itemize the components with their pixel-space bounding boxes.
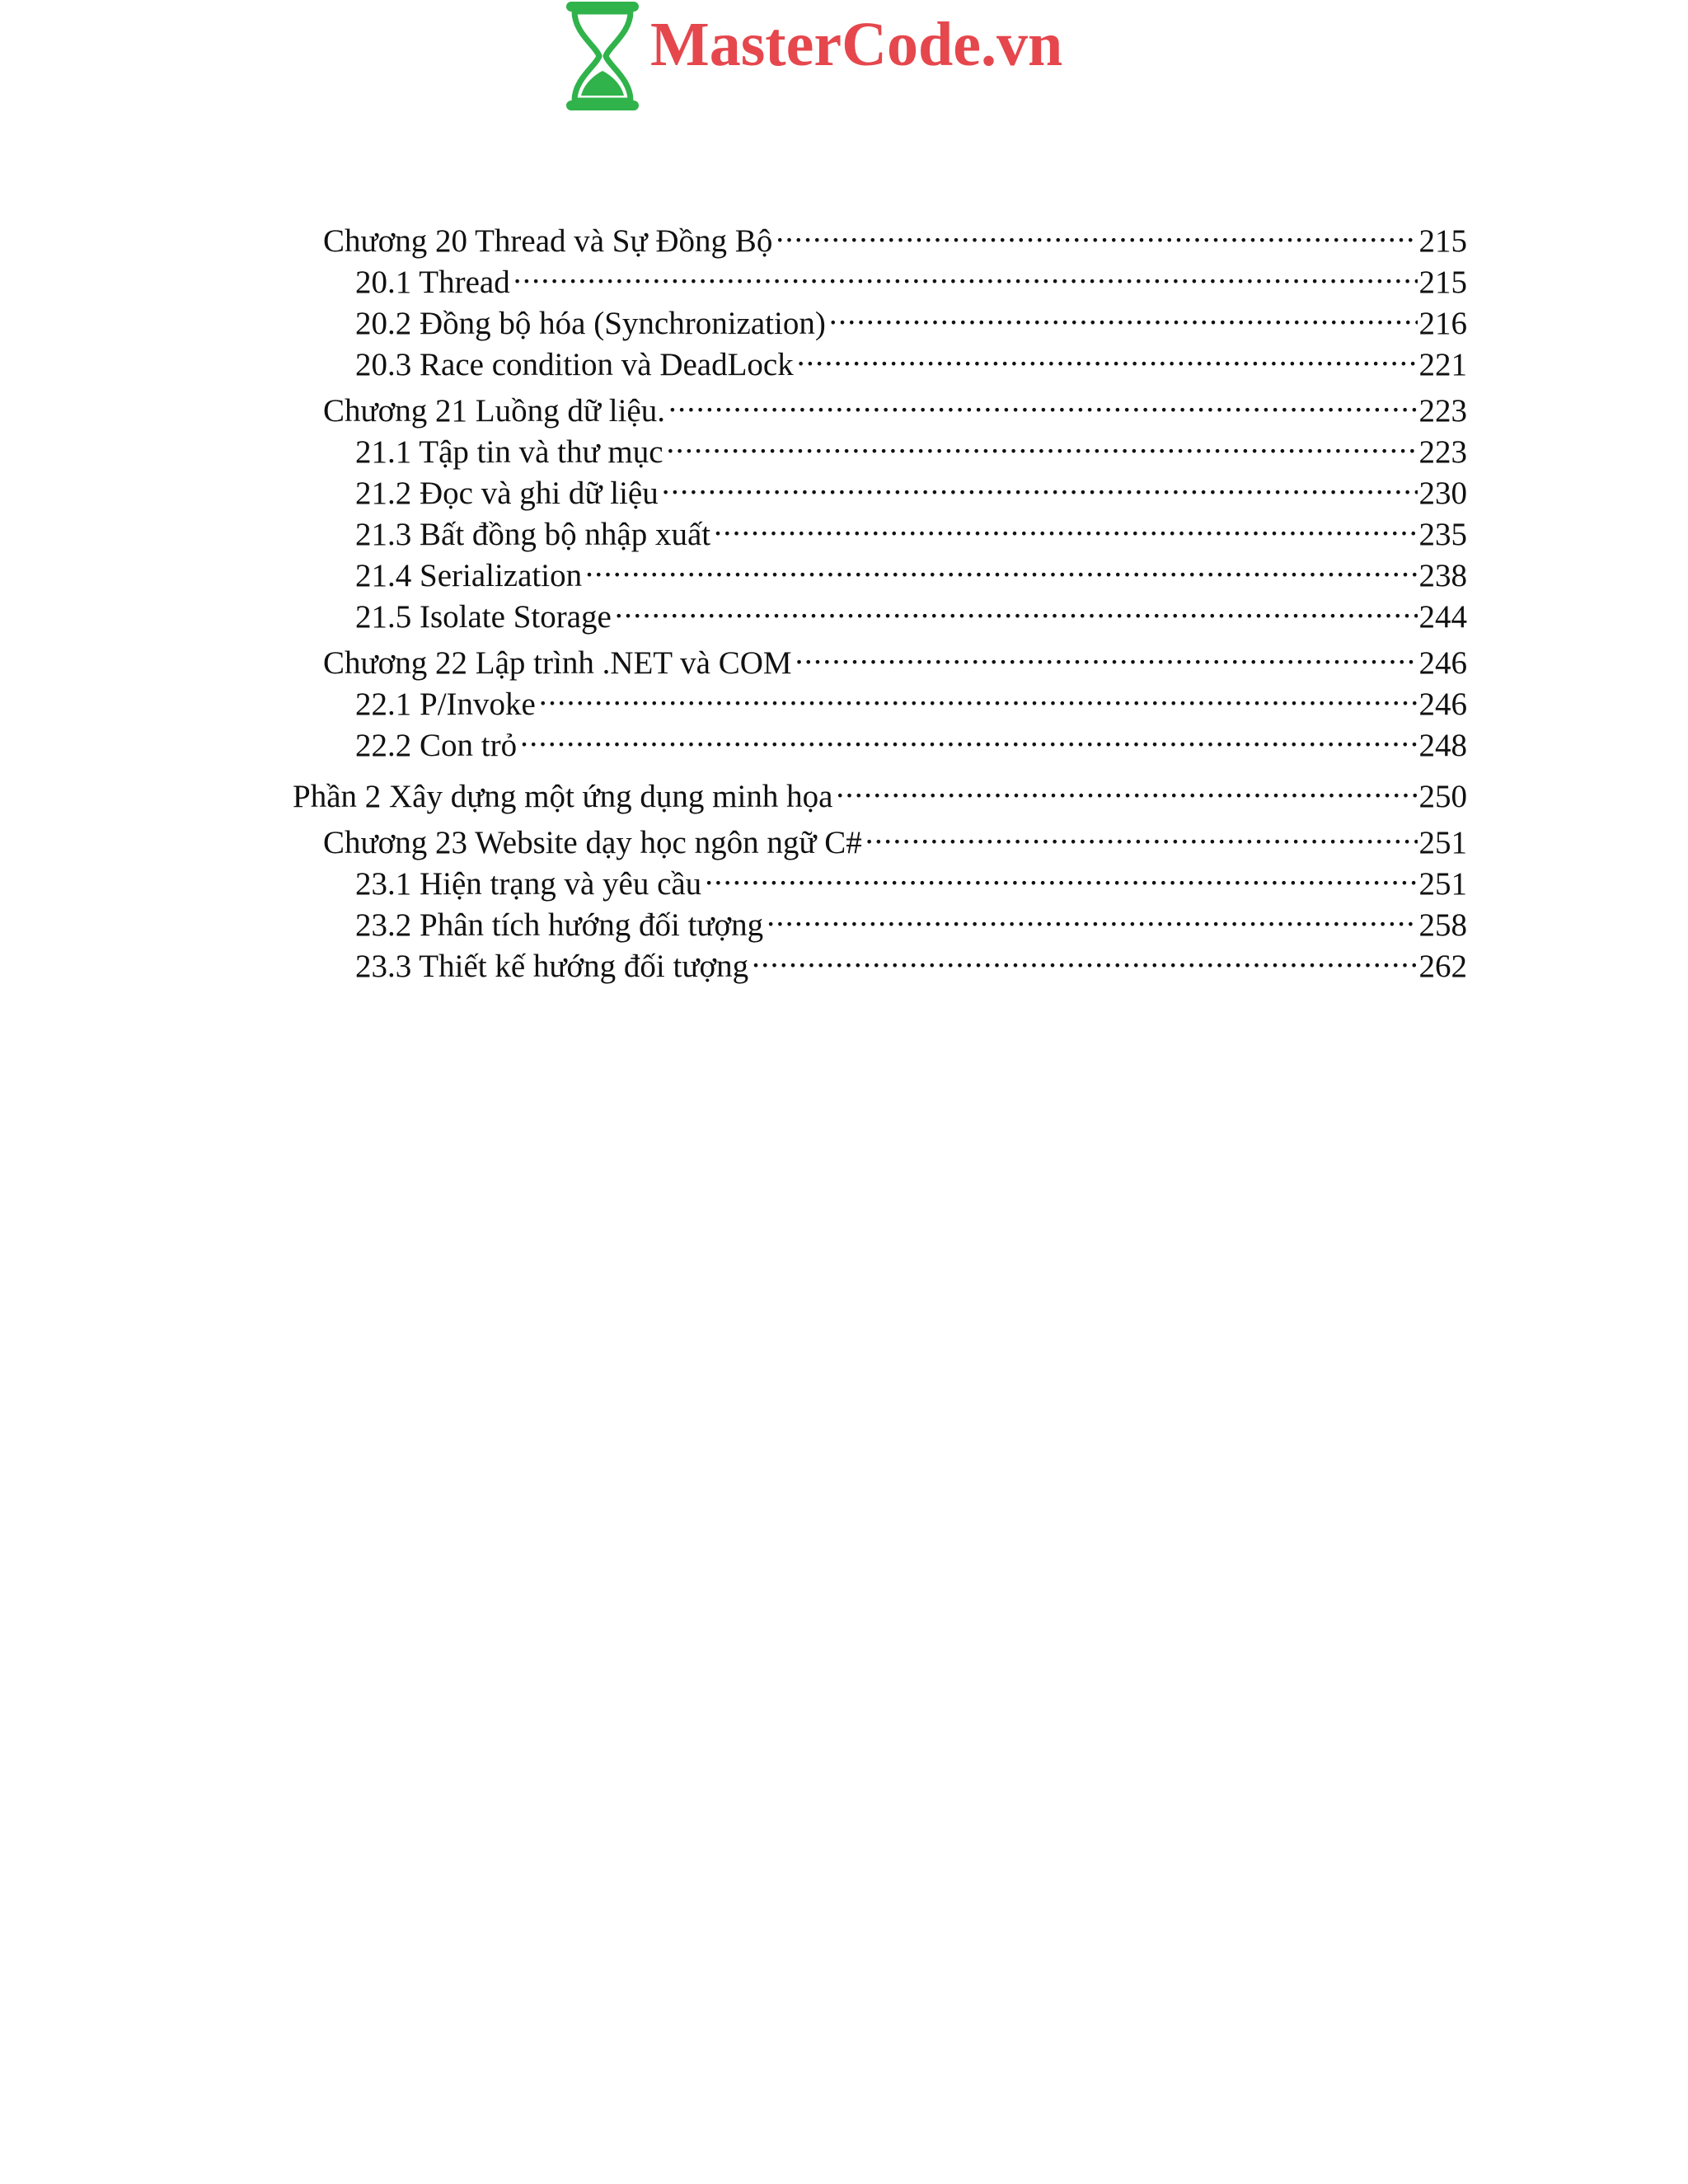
toc-entry[interactable] (355, 903, 1467, 941)
toc-entry-title: Phần 2 Xây dựng một ứng dụng minh họa (293, 779, 833, 814)
toc-entry-title: 23.2 Phân tích hướng đối tượng (355, 907, 764, 943)
toc-entry[interactable] (355, 513, 1467, 551)
toc-entry-title: Chương 21 Luồng dữ liệu. (323, 393, 665, 429)
toc-entry-page-number: 258 (1418, 907, 1467, 943)
toc-entry-page-number: 246 (1418, 645, 1467, 681)
toc-entry[interactable] (355, 862, 1467, 900)
toc-entry-page-number: 223 (1418, 393, 1467, 429)
toc-dot-leader (797, 343, 1418, 375)
logo-text: MasterCode.vn (650, 10, 1063, 79)
toc-entry[interactable] (355, 343, 1467, 381)
toc-entry-page-number: 251 (1418, 825, 1467, 860)
toc-dot-leader (829, 302, 1418, 334)
toc-entry-title: 21.1 Tập tin và thư mục (355, 434, 663, 470)
toc-dot-leader (668, 389, 1418, 421)
toc-entry-title: 23.1 Hiện trạng và yêu cầu (355, 866, 702, 902)
toc-dot-leader (667, 430, 1418, 462)
toc-entry-page-number: 248 (1418, 728, 1467, 763)
toc-entry-title: 20.3 Race condition và DeadLock (355, 347, 794, 382)
toc-entry-title: 21.4 Serialization (355, 558, 583, 593)
toc-entry[interactable] (323, 641, 1467, 679)
toc-entry-title: 21.3 Bất đồng bộ nhập xuất (355, 517, 711, 552)
toc-entry-page-number: 244 (1418, 599, 1467, 635)
toc-entry[interactable] (323, 389, 1467, 427)
toc-entry[interactable] (355, 944, 1467, 982)
toc-dot-leader (752, 944, 1417, 977)
toc-entry-title: 21.5 Isolate Storage (355, 599, 612, 635)
toc-dot-leader (520, 724, 1417, 756)
toc-dot-leader (539, 682, 1418, 715)
toc-entry-title: Chương 23 Website dạy học ngôn ngữ C# (323, 825, 862, 860)
toc-entry[interactable] (355, 595, 1467, 633)
toc-entry-page-number: 235 (1418, 517, 1467, 552)
toc-entry[interactable] (355, 724, 1467, 762)
toc-dot-leader (776, 219, 1417, 251)
toc-entry-page-number: 250 (1418, 779, 1467, 814)
toc-entry-title: Chương 22 Lập trình .NET và COM (323, 645, 792, 681)
toc-entry[interactable] (355, 260, 1467, 298)
toc-entry[interactable] (323, 219, 1467, 257)
toc-entry-page-number: 215 (1418, 223, 1467, 259)
toc-entry-title: 23.3 Thiết kế hướng đối tượng (355, 949, 749, 984)
toc-entry-title: 20.1 Thread (355, 265, 510, 300)
toc-entry[interactable] (355, 554, 1467, 592)
toc-entry-page-number: 262 (1418, 949, 1467, 984)
toc-dot-leader (767, 903, 1417, 935)
toc-entry-page-number: 251 (1418, 866, 1467, 902)
toc-dot-leader (615, 595, 1418, 627)
toc-entry-page-number: 216 (1418, 306, 1467, 341)
toc-entry-page-number: 230 (1418, 476, 1467, 511)
toc-entry-title: 21.2 Đọc và ghi dữ liệu (355, 476, 659, 511)
toc-entry-page-number: 246 (1418, 687, 1467, 722)
toc-entry[interactable] (323, 821, 1467, 859)
toc-dot-leader (795, 641, 1418, 673)
toc-entry-title: 22.2 Con trỏ (355, 728, 518, 763)
toc-dot-leader (865, 821, 1418, 853)
toc-entry[interactable] (355, 430, 1467, 468)
toc-entry-page-number: 223 (1418, 434, 1467, 470)
toc-dot-leader (714, 513, 1417, 545)
toc-entry[interactable] (355, 471, 1467, 509)
toc-dot-leader (662, 471, 1418, 504)
toc-entry[interactable] (355, 682, 1467, 720)
toc-entry-page-number: 238 (1418, 558, 1467, 593)
toc-dot-leader (585, 554, 1417, 586)
toc-entry-page-number: 221 (1418, 347, 1467, 382)
toc-entry-title: 20.2 Đồng bộ hóa (Synchronization) (355, 306, 826, 341)
toc-entry-title: 22.1 P/Invoke (355, 687, 536, 722)
toc-entry-page-number: 215 (1418, 265, 1467, 300)
toc-entry-title: Chương 20 Thread và Sự Đồng Bộ (323, 223, 773, 259)
toc-dot-leader (513, 260, 1418, 293)
toc-entry[interactable] (293, 775, 1467, 813)
toc-dot-leader (836, 775, 1417, 807)
toc-entry[interactable] (355, 302, 1467, 340)
toc-dot-leader (705, 862, 1417, 894)
